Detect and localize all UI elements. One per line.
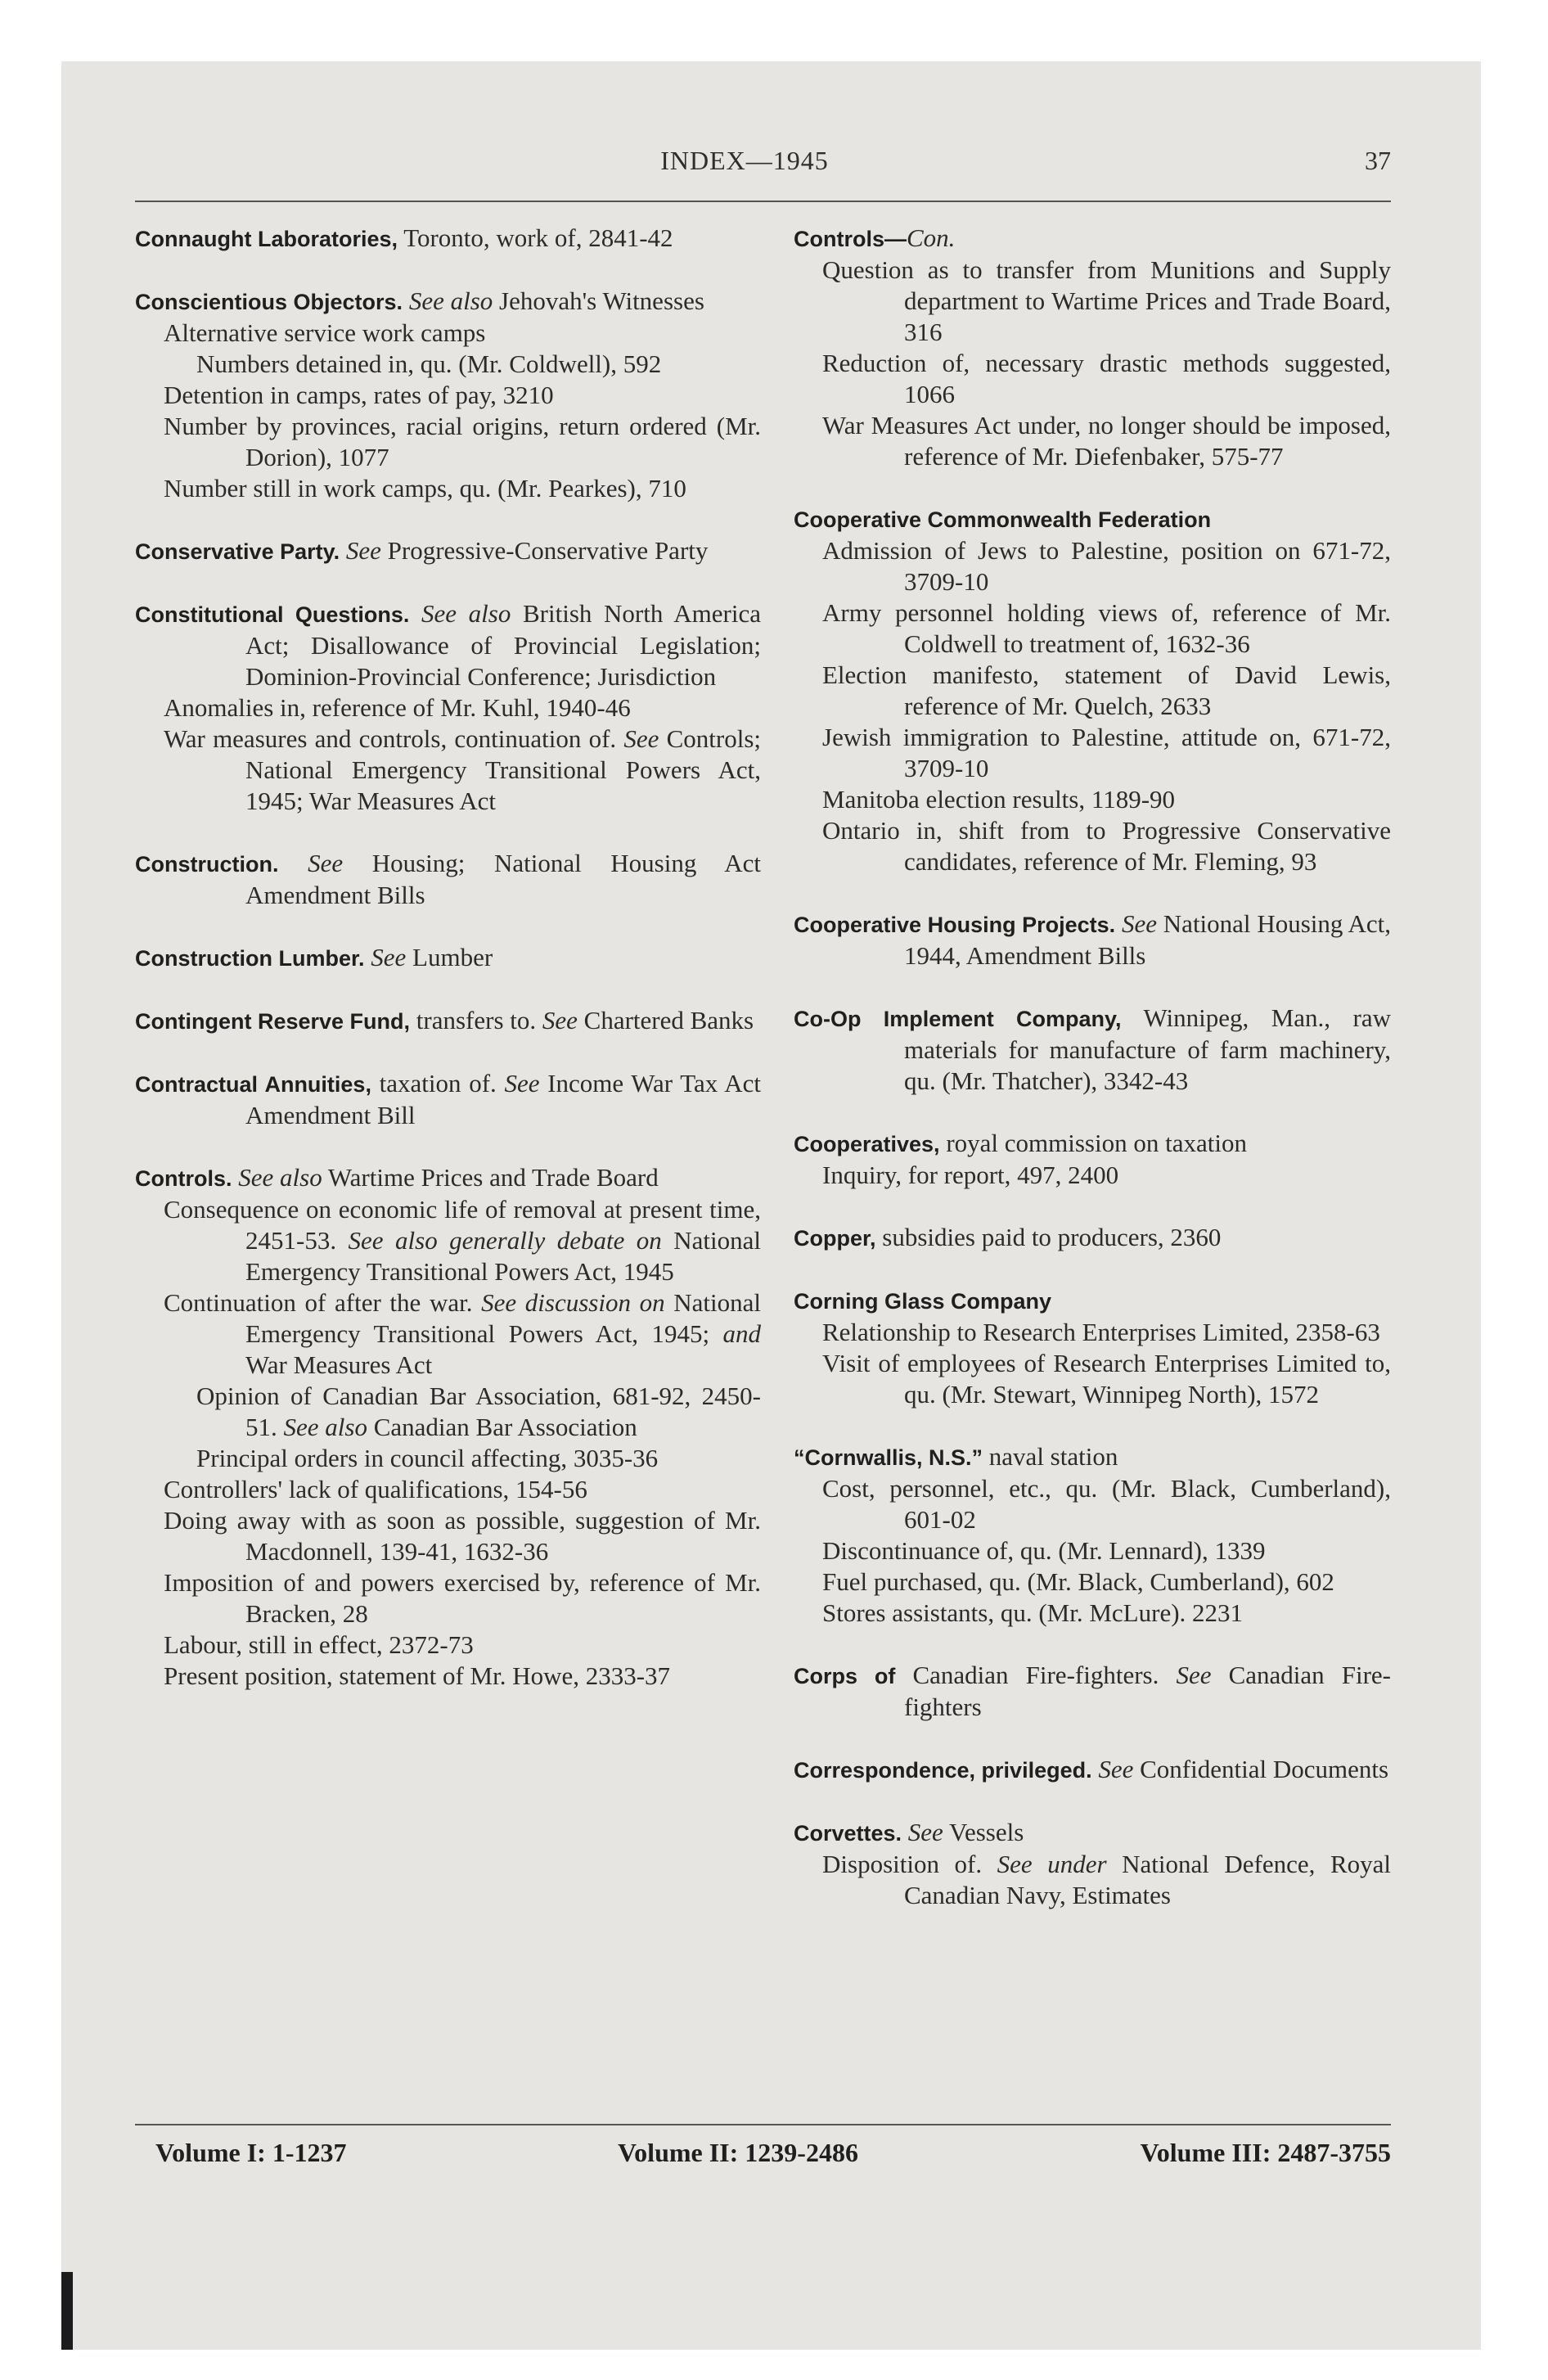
see-under-ref: See under: [997, 1850, 1107, 1878]
index-entry-cornwallis: [794, 1441, 1391, 1629]
index-entry-construction-lumber: [135, 942, 761, 974]
entry-line: [135, 286, 761, 318]
entry-text: naval station: [983, 1442, 1118, 1471]
page-number: 37: [1365, 146, 1391, 175]
entry-text: Winnipeg, Man., raw materials for manufacture of farm machinery, qu. (Mr. Thatcher), 3342-43: [904, 1003, 1391, 1095]
index-entry-copper: [794, 1222, 1391, 1254]
entry-heading: Copper,: [794, 1226, 876, 1251]
index-entry-controls: [135, 1162, 761, 1692]
entry-text: Toronto, work of, 2841-42: [398, 223, 673, 252]
index-entry-conscientious-objectors: [135, 286, 761, 504]
see-ref: See: [1091, 1755, 1134, 1783]
subentry: Visit of employees of Research Enterprises Limited to, qu. (Mr. Stewart, Winnipeg North), 1572: [822, 1349, 1391, 1409]
subentry: Cost, personnel, etc., qu. (Mr. Black, Cumberland), 601-02: [822, 1474, 1391, 1534]
entry-line: [794, 1285, 1391, 1317]
index-entry-cooperatives: [794, 1128, 1391, 1191]
subentry-text: National Emergency Transitional Powers Act, 1945;: [245, 1288, 761, 1348]
entry-heading: Corps of: [794, 1664, 896, 1688]
subentry-text: National Emergency Transitional Powers Act, 1945: [245, 1226, 762, 1286]
see-ref: See: [542, 1006, 578, 1034]
subentry: Alternative service work camps: [164, 318, 486, 347]
entry-line: [135, 535, 761, 567]
entry-heading: “Cornwallis, N.S.”: [794, 1445, 983, 1470]
entry-text: Lumber: [406, 943, 493, 971]
entry-text: taxation of.: [371, 1069, 505, 1098]
subentry: Inquiry, for report, 497, 2400: [822, 1161, 1119, 1189]
see-ref: See: [340, 536, 381, 565]
entry-heading: Construction Lumber.: [135, 946, 365, 971]
subentry: Relationship to Research Enterprises Limited, 2358-63: [822, 1318, 1380, 1346]
subentry: Imposition of and powers exercised by, reference of Mr. Bracken, 28: [164, 1568, 761, 1628]
entry-line: [135, 1162, 761, 1194]
see-also-ref: See also: [403, 286, 493, 315]
subentry-text: Continuation of after the war.: [164, 1288, 482, 1317]
entry-heading: Controls.: [135, 1166, 232, 1191]
entry-text: Housing; National Housing Act Amendment Bills: [245, 849, 761, 909]
entry-heading: Construction.: [135, 852, 279, 877]
see-also-ref: See also: [409, 599, 511, 628]
subentry-text: War measures and controls, continuation of.: [164, 724, 624, 753]
entry-text: British North America Act; Disallowance of Provincial Legislation; Dominion-Provincial Conference; Jurisdiction: [245, 599, 761, 691]
entry-text: National Housing Act, 1944, Amendment Bills: [904, 909, 1391, 970]
entry-line: [794, 1441, 1391, 1473]
entry-line: [794, 908, 1391, 971]
entry-line: [135, 848, 761, 911]
entry-heading: Connaught Laboratories,: [135, 227, 398, 251]
header-rule: [135, 201, 1391, 202]
index-entry-contractual-annuities: [135, 1068, 761, 1131]
index-entry-corning-glass: [794, 1285, 1391, 1410]
volume-footer: [135, 2138, 1391, 2170]
see-ref: See: [623, 724, 659, 753]
entry-heading: Constitutional Questions.: [135, 602, 410, 627]
entry-line: [135, 942, 761, 974]
subentry: Election manifesto, statement of David Lewis, reference of Mr. Quelch, 2633: [822, 660, 1391, 720]
continued-marker: Con.: [907, 223, 956, 252]
entry-heading: Contingent Reserve Fund,: [135, 1009, 411, 1034]
subentry: [135, 1194, 761, 1287]
subentry: Present position, statement of Mr. Howe, 2333-37: [164, 1661, 671, 1690]
entry-line: [794, 1003, 1391, 1097]
entry-text: Canadian Fire-fighters: [904, 1661, 1391, 1721]
see-ref: See: [278, 849, 344, 877]
page-title: INDEX—1945: [660, 146, 829, 175]
subentry: Controllers' lack of qualifications, 154-56: [164, 1475, 587, 1503]
entry-line: [794, 1817, 1391, 1849]
index-entry-constitutional-questions: [135, 598, 761, 817]
subentry: Doing away with as soon as possible, suggestion of Mr. Macdonnell, 139-41, 1632-36: [164, 1506, 761, 1566]
entry-line: [135, 223, 761, 255]
entry-heading: Corvettes.: [794, 1821, 902, 1846]
entry-text: royal commission on taxation: [939, 1129, 1247, 1157]
subentry-text: National Defence, Royal Canadian Navy, Estimates: [904, 1850, 1392, 1909]
entry-heading: Cooperatives,: [794, 1132, 940, 1156]
subentry: Admission of Jews to Palestine, position on 671-72, 3709-10: [822, 536, 1391, 596]
left-column: [135, 223, 761, 1723]
entry-text: Income War Tax Act Amendment Bill: [245, 1069, 761, 1129]
see-ref: See: [364, 943, 407, 971]
subentry: [135, 1287, 761, 1381]
entry-text: Confidential Documents: [1133, 1755, 1389, 1783]
subentry: War Measures Act under, no longer should be imposed, reference of Mr. Diefenbaker, 575-77: [822, 411, 1391, 471]
entry-line: [135, 1005, 761, 1037]
entry-text: transfers to.: [410, 1006, 542, 1034]
entry-line: [794, 223, 1391, 255]
subentry: [135, 1381, 761, 1443]
subentry: Number still in work camps, qu. (Mr. Pearkes), 710: [164, 474, 686, 503]
subentry-text: War Measures Act: [245, 1350, 433, 1379]
volume-2-range: Volume II: 1239-2486: [618, 2138, 858, 2167]
see-ref: See: [902, 1818, 943, 1846]
subentry: Fuel purchased, qu. (Mr. Black, Cumberland), 602: [822, 1567, 1334, 1596]
entry-text: Progressive-Conservative Party: [380, 536, 709, 565]
subentry: Numbers detained in, qu. (Mr. Coldwell), 592: [196, 349, 662, 378]
subentry: Stores assistants, qu. (Mr. McLure). 2231: [822, 1598, 1244, 1627]
subentry: Jewish immigration to Palestine, attitude on, 671-72, 3709-10: [822, 723, 1391, 782]
entry-heading: Conservative Party.: [135, 539, 340, 564]
entry-text: subsidies paid to producers, 2360: [875, 1223, 1222, 1251]
entry-text: Vessels: [943, 1818, 1024, 1846]
subentry: Question as to transfer from Munitions and Supply department to Wartime Prices and Trade Board, 316: [822, 255, 1391, 346]
entry-text: Chartered Banks: [577, 1006, 754, 1034]
see-also-ref: See also: [283, 1413, 367, 1441]
see-also-ref: See also: [232, 1163, 322, 1192]
subentry-text: Opinion of Canadian Bar Association, 681-92, 2450-51.: [196, 1382, 761, 1441]
entry-heading: Cooperative Housing Projects.: [794, 913, 1116, 937]
entry-heading: Conscientious Objectors.: [135, 290, 403, 314]
entry-line: [794, 1754, 1391, 1786]
subentry-text: Canadian Bar Association: [367, 1413, 637, 1441]
see-ref: See discussion on: [481, 1288, 665, 1317]
entry-heading: Corning Glass Company: [794, 1289, 1052, 1314]
index-entry-corvettes: [794, 1817, 1391, 1911]
subentry: Anomalies in, reference of Mr. Kuhl, 1940-46: [164, 693, 631, 722]
subentry: [135, 723, 761, 817]
subentry-text: Consequence on economic life of removal at present time, 2451-53.: [164, 1195, 761, 1255]
entry-line: [135, 598, 761, 692]
entry-line: [794, 1660, 1391, 1723]
subentry-text: Disposition of.: [822, 1850, 997, 1878]
right-column: [794, 223, 1391, 1942]
subentry: [794, 1849, 1391, 1911]
scan-edge-strip: [61, 2272, 73, 2350]
entry-line: [794, 503, 1391, 535]
index-entry-connaught: [135, 223, 761, 255]
entry-line: [794, 1128, 1391, 1160]
subentry: Reduction of, necessary drastic methods suggested, 1066: [822, 349, 1391, 408]
entry-line: [135, 1068, 761, 1131]
subentry: Principal orders in council affecting, 3035-36: [196, 1444, 659, 1472]
see-also-ref: See also generally debate on: [348, 1226, 662, 1255]
index-entry-corps: [794, 1660, 1391, 1723]
entry-text: Wartime Prices and Trade Board: [322, 1163, 659, 1192]
entry-heading: Co-Op Implement Company,: [794, 1007, 1122, 1031]
index-entry-construction: [135, 848, 761, 911]
subentry: Discontinuance of, qu. (Mr. Lennard), 1339: [822, 1536, 1266, 1565]
entry-heading: Cooperative Commonwealth Federation: [794, 507, 1212, 532]
subentry: Labour, still in effect, 2372-73: [164, 1630, 474, 1659]
subentry: Army personnel holding views of, reference of Mr. Coldwell to treatment of, 1632-36: [822, 598, 1391, 658]
entry-text: Jehovah's Witnesses: [493, 286, 704, 315]
index-entry-ccf: [794, 503, 1391, 877]
volume-1-range: Volume I: 1-1237: [155, 2138, 347, 2167]
index-entry-co-op-implement: [794, 1003, 1391, 1097]
subentry: Number by provinces, racial origins, return ordered (Mr. Dorion), 1077: [164, 412, 761, 471]
subentry: Manitoba election results, 1189-90: [822, 785, 1176, 814]
footer-rule: [135, 2124, 1391, 2125]
index-entry-controls-continued: [794, 223, 1391, 472]
index-entry-cooperative-housing: [794, 908, 1391, 971]
index-entry-correspondence: [794, 1754, 1391, 1786]
see-ref: See: [1115, 909, 1157, 938]
subentry: Ontario in, shift from to Progressive Conservative candidates, reference of Mr. Fleming, 93: [822, 816, 1391, 876]
subentry-text: Controls; National Emergency Transitional Powers Act, 1945; War Measures Act: [245, 724, 761, 815]
subentry: Detention in camps, rates of pay, 3210: [164, 381, 554, 409]
and-ref: and: [722, 1319, 761, 1348]
entry-heading: Correspondence, privileged.: [794, 1758, 1092, 1783]
entry-heading: Controls—: [794, 227, 907, 251]
entry-line: [794, 1222, 1391, 1254]
volume-3-range: Volume III: 2487-3755: [1140, 2138, 1391, 2167]
index-entry-conservative-party: [135, 535, 761, 567]
see-ref: See: [504, 1069, 540, 1098]
index-entry-contingent-reserve-fund: [135, 1005, 761, 1037]
entry-text: Canadian Fire-fighters.: [895, 1661, 1177, 1689]
see-ref: See: [1176, 1661, 1212, 1689]
entry-heading: Contractual Annuities,: [135, 1072, 371, 1097]
